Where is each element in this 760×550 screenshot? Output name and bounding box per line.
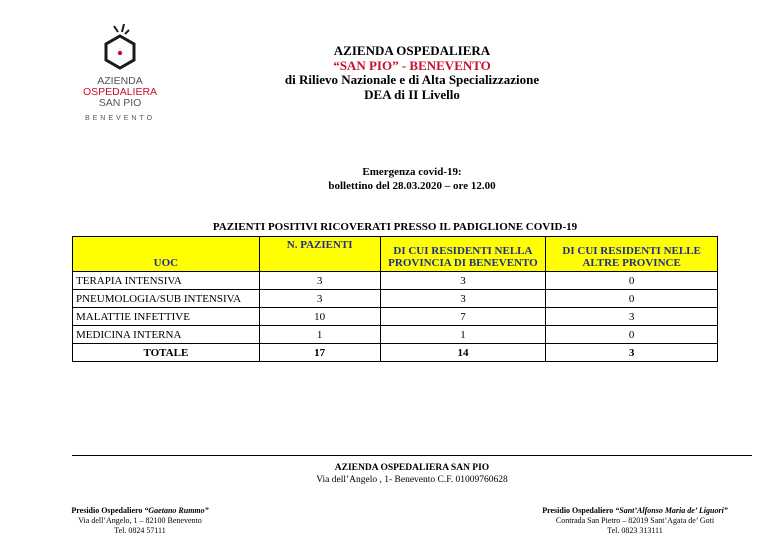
- bulletin-date: bollettino del 28.03.2020 – ore 12.00: [328, 180, 496, 192]
- header-hospital-name: “SAN PIO” - BENEVENTO: [333, 57, 491, 73]
- column-header-residenti-benevento: DI CUI RESIDENTI NELLA PROVINCIA DI BENEVENTO: [380, 237, 546, 272]
- table-row: [73, 272, 718, 290]
- cell-n-pazienti: 3: [259, 290, 380, 308]
- header-subtitle: di Rilievo Nazionale e di Alta Specializzazione: [284, 72, 540, 87]
- cell-residenti-benevento: 7: [380, 308, 546, 326]
- logo-text-ospedaliera: OSPEDALIERA: [82, 86, 158, 98]
- cell-total-label: TOTALE: [73, 344, 260, 362]
- cell-n-pazienti: 1: [259, 326, 380, 344]
- bulletin-emergency: Emergenza covid-19:: [362, 166, 462, 178]
- patients-table: [72, 236, 718, 362]
- header-dea-level: DEA di II Livello: [364, 86, 460, 102]
- footer-divider: [72, 455, 752, 456]
- footer-left-address: Via dell’Angelo, 1 – 82100 Benevento: [78, 516, 202, 525]
- footer-right-phone: Tel. 0823 313111: [607, 526, 663, 535]
- cell-uoc: PNEUMOLOGIA/SUB INTENSIVA: [73, 290, 260, 308]
- footer-left-phone: Tel. 0824 57111: [114, 526, 166, 535]
- bulletin-heading: [200, 165, 624, 193]
- footer-left-title-name: “Gaetano Rummo”: [144, 506, 209, 515]
- table-title: PAZIENTI POSITIVI RICOVERATI PRESSO IL PADIGLIONE COVID-19: [212, 221, 578, 233]
- column-header-n-pazienti: N. PAZIENTI: [259, 237, 380, 272]
- footer-left-title-prefix: Presidio Ospedaliero: [71, 506, 145, 515]
- hive-logo-icon: [102, 24, 138, 70]
- footer-right-title-prefix: Presidio Ospedaliero: [542, 506, 616, 515]
- cell-uoc: TERAPIA INTENSIVA: [73, 272, 260, 290]
- cell-residenti-altre-province: 0: [546, 290, 718, 308]
- cell-residenti-altre-province: 0: [546, 326, 718, 344]
- cell-total-residenti-benevento: 14: [380, 344, 546, 362]
- table-total-row: [73, 344, 718, 362]
- footer-org-address: Via dell’Angelo , 1- Benevento C.F. 01009760628: [316, 475, 508, 485]
- cell-uoc: MEDICINA INTERNA: [73, 326, 260, 344]
- cell-residenti-benevento: 1: [380, 326, 546, 344]
- cell-n-pazienti: 3: [259, 272, 380, 290]
- cell-n-pazienti: 10: [259, 308, 380, 326]
- cell-uoc: MALATTIE INFETTIVE: [73, 308, 260, 326]
- cell-residenti-altre-province: 3: [546, 308, 718, 326]
- table-row: [73, 290, 718, 308]
- header-org-name: AZIENDA OSPEDALIERA: [333, 43, 491, 58]
- column-header-uoc: UOC: [73, 237, 260, 272]
- table-header-row: [73, 237, 718, 272]
- logo-text-azienda: AZIENDA: [97, 75, 143, 87]
- cell-total-residenti-altre-province: 3: [546, 344, 718, 362]
- hospital-logo: [70, 14, 170, 124]
- footer-right-title-name: “Sant’Alfonso Maria de’ Liguori”: [615, 506, 728, 515]
- logo-text-san-pio: SAN PIO: [98, 97, 142, 109]
- cell-residenti-altre-province: 0: [546, 272, 718, 290]
- cell-total-n-pazienti: 17: [259, 344, 380, 362]
- footer-org-name: AZIENDA OSPEDALIERA SAN PIO: [334, 463, 490, 473]
- logo-text-benevento: BENEVENTO: [84, 115, 156, 122]
- cell-residenti-benevento: 3: [380, 290, 546, 308]
- table-row: [73, 308, 718, 326]
- footer-presidio-liguori: [520, 506, 750, 536]
- footer-presidio-rummo: [40, 506, 240, 536]
- document-header: [200, 44, 624, 102]
- cell-residenti-benevento: 3: [380, 272, 546, 290]
- column-header-residenti-altre-province: DI CUI RESIDENTI NELLE ALTRE PROVINCE: [546, 237, 718, 272]
- footer-right-address: Contrada San Pietro – 82019 Sant’Agata de’ Goti: [555, 516, 715, 525]
- footer-center: [250, 462, 574, 486]
- table-row: [73, 326, 718, 344]
